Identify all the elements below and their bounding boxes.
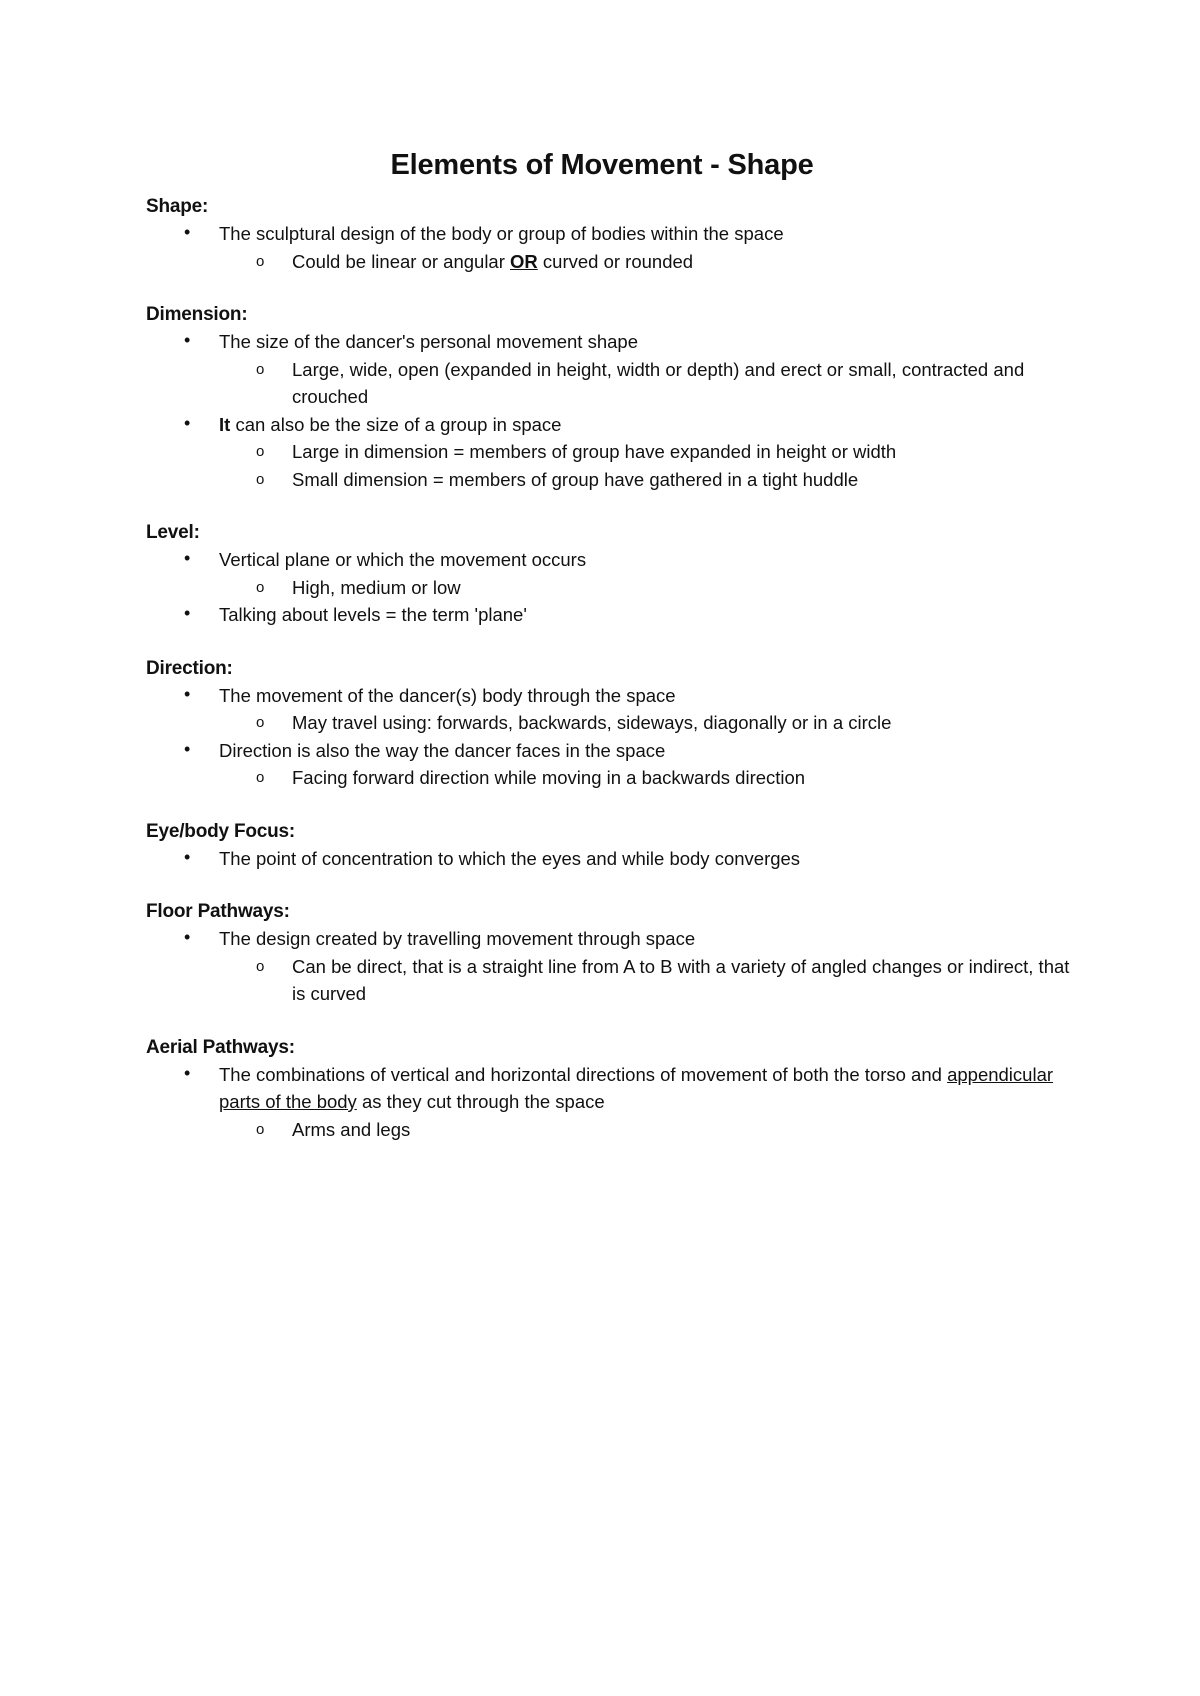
page-title: Elements of Movement - Shape (390, 149, 814, 181)
sub-list-wrapper (146, 248, 1080, 276)
text-run: The point of concentration to which the eyes and while body converges (219, 847, 801, 869)
bullet-list (146, 546, 1080, 629)
text-run: The sculptural design of the body or group of bodies within the space (219, 223, 784, 244)
sub-bullet-list (146, 438, 1080, 493)
list-item (146, 845, 1080, 873)
bullet-icon: • (184, 683, 191, 704)
sub-bullet-list (146, 248, 1080, 276)
section (146, 898, 1080, 1008)
sub-list-wrapper (146, 709, 1080, 737)
text-run: May travel using: forwards, backwards, sideways, diagonally or in a circle (292, 712, 892, 733)
sub-list-wrapper (146, 953, 1080, 1008)
sub-list-wrapper (146, 438, 1080, 493)
bullet-icon: • (184, 548, 191, 568)
list-item-text (219, 928, 695, 949)
text-run: as they cut through the space (356, 1091, 605, 1112)
section-heading: Floor Pathways: (146, 901, 290, 922)
hollow-bullet-icon: o (256, 769, 265, 786)
sub-list-item (146, 953, 1080, 1008)
sub-list-item-text (292, 956, 1069, 1005)
list-item-text (219, 223, 784, 244)
text-run: appendicular parts of the body (219, 1063, 1054, 1112)
sub-list-wrapper (146, 574, 1080, 602)
section-heading: Eye/body Focus: (146, 820, 296, 842)
list-item-text (219, 549, 586, 570)
sub-list-item-text (292, 767, 805, 788)
sub-list-item-text (292, 359, 1024, 408)
bullet-icon: • (184, 603, 191, 623)
sub-list-wrapper (146, 1116, 1080, 1144)
bullet-icon: • (184, 222, 191, 242)
sub-list-item (146, 1116, 1080, 1144)
section-heading: Level: (146, 522, 200, 543)
sub-bullet-list (146, 356, 1080, 411)
hollow-bullet-icon: o (256, 957, 265, 975)
sub-list-item (146, 356, 1080, 411)
section (146, 1034, 1080, 1144)
sub-bullet-list (146, 1116, 1080, 1144)
bullet-icon: • (184, 1062, 191, 1083)
section-heading: Dimension: (146, 304, 248, 325)
section (146, 655, 1080, 792)
text-run: OR (510, 250, 538, 272)
list-item (146, 682, 1080, 710)
sub-bullet-list (146, 764, 1080, 792)
sub-list-item-text (292, 1119, 410, 1140)
text-run: Vertical plane or which the movement occurs (219, 549, 587, 570)
list-item (146, 925, 1080, 953)
list-item (146, 737, 1080, 765)
hollow-bullet-icon: o (256, 470, 265, 488)
sub-bullet-list (146, 574, 1080, 602)
list-item (146, 601, 1080, 629)
hollow-bullet-icon: o (256, 714, 265, 731)
text-run: The movement of the dancer(s) body through the space (219, 684, 676, 706)
sub-list-item (146, 438, 1080, 466)
sub-list-item (146, 466, 1080, 494)
list-item-text (219, 848, 800, 869)
bullet-icon: • (184, 846, 191, 867)
text-run: Small dimension = members of group have gathered in a tight huddle (292, 468, 859, 490)
document-body (146, 193, 1080, 1143)
sub-list-wrapper (146, 356, 1080, 411)
hollow-bullet-icon: o (256, 252, 265, 270)
hollow-bullet-icon: o (256, 1120, 265, 1138)
bullet-icon: • (184, 927, 191, 947)
list-item-text (219, 740, 665, 761)
section-heading: Aerial Pathways: (146, 1036, 295, 1058)
section-heading: Shape: (146, 196, 209, 217)
sub-list-item-text (292, 712, 891, 733)
section-heading: Direction: (146, 657, 233, 679)
text-run: Facing forward direction while moving in a backwards direction (292, 767, 806, 788)
text-run: Can be direct, that is a straight line from A to B with a variety of angled changes or indirect, that is curved (292, 955, 1070, 1004)
bullet-icon: • (184, 412, 191, 433)
sub-list-item (146, 764, 1080, 792)
sub-bullet-list (146, 953, 1080, 1008)
section (146, 519, 1080, 629)
list-item-text (219, 331, 638, 352)
text-run: Direction is also the way the dancer faces in the space (219, 739, 666, 761)
list-item-text (219, 604, 527, 625)
text-run: It (219, 413, 231, 435)
list-item (146, 411, 1080, 439)
sub-list-item-text (292, 251, 693, 272)
list-item (146, 1061, 1080, 1116)
text-run: The design created by travelling movement through space (219, 928, 696, 949)
bullet-list (146, 845, 1080, 873)
sub-list-item-text (292, 441, 896, 462)
bullet-list (146, 220, 1080, 275)
bullet-list (146, 1061, 1080, 1144)
list-item (146, 220, 1080, 248)
sub-list-item (146, 709, 1080, 737)
list-item (146, 328, 1080, 356)
text-run: curved or rounded (537, 250, 694, 272)
bullet-icon: • (184, 330, 191, 350)
text-run: Large, wide, open (expanded in height, width or depth) and erect or small, contracted and crouched (292, 358, 1025, 407)
list-item (146, 546, 1080, 574)
text-run: Arms and legs (292, 1118, 411, 1140)
text-run: The size of the dancer's personal movement shape (219, 331, 638, 352)
hollow-bullet-icon: o (256, 360, 265, 378)
text-run: The combinations of vertical and horizontal directions of movement of both the torso and (219, 1063, 948, 1085)
section (146, 818, 1080, 873)
bullet-icon: • (184, 738, 191, 759)
sub-list-item (146, 574, 1080, 602)
sub-list-wrapper (146, 764, 1080, 792)
bullet-list (146, 925, 1080, 1008)
text-run: Large in dimension = members of group have expanded in height or width (292, 441, 897, 462)
list-item-text (219, 1064, 1053, 1113)
sub-list-item-text (292, 577, 461, 598)
sub-list-item (146, 248, 1080, 276)
section (146, 193, 1080, 275)
text-run: Could be linear or angular (292, 250, 511, 272)
text-run: can also be the size of a group in space (230, 413, 562, 435)
bullet-list (146, 328, 1080, 493)
hollow-bullet-icon: o (256, 578, 265, 596)
hollow-bullet-icon: o (256, 443, 265, 460)
sub-bullet-list (146, 709, 1080, 737)
list-item-text (219, 414, 561, 435)
text-run: High, medium or low (292, 576, 461, 598)
text-run: Talking about levels = the term 'plane' (219, 604, 527, 625)
list-item-text (219, 685, 676, 706)
section (146, 301, 1080, 493)
sub-list-item-text (292, 469, 858, 490)
bullet-list (146, 682, 1080, 792)
